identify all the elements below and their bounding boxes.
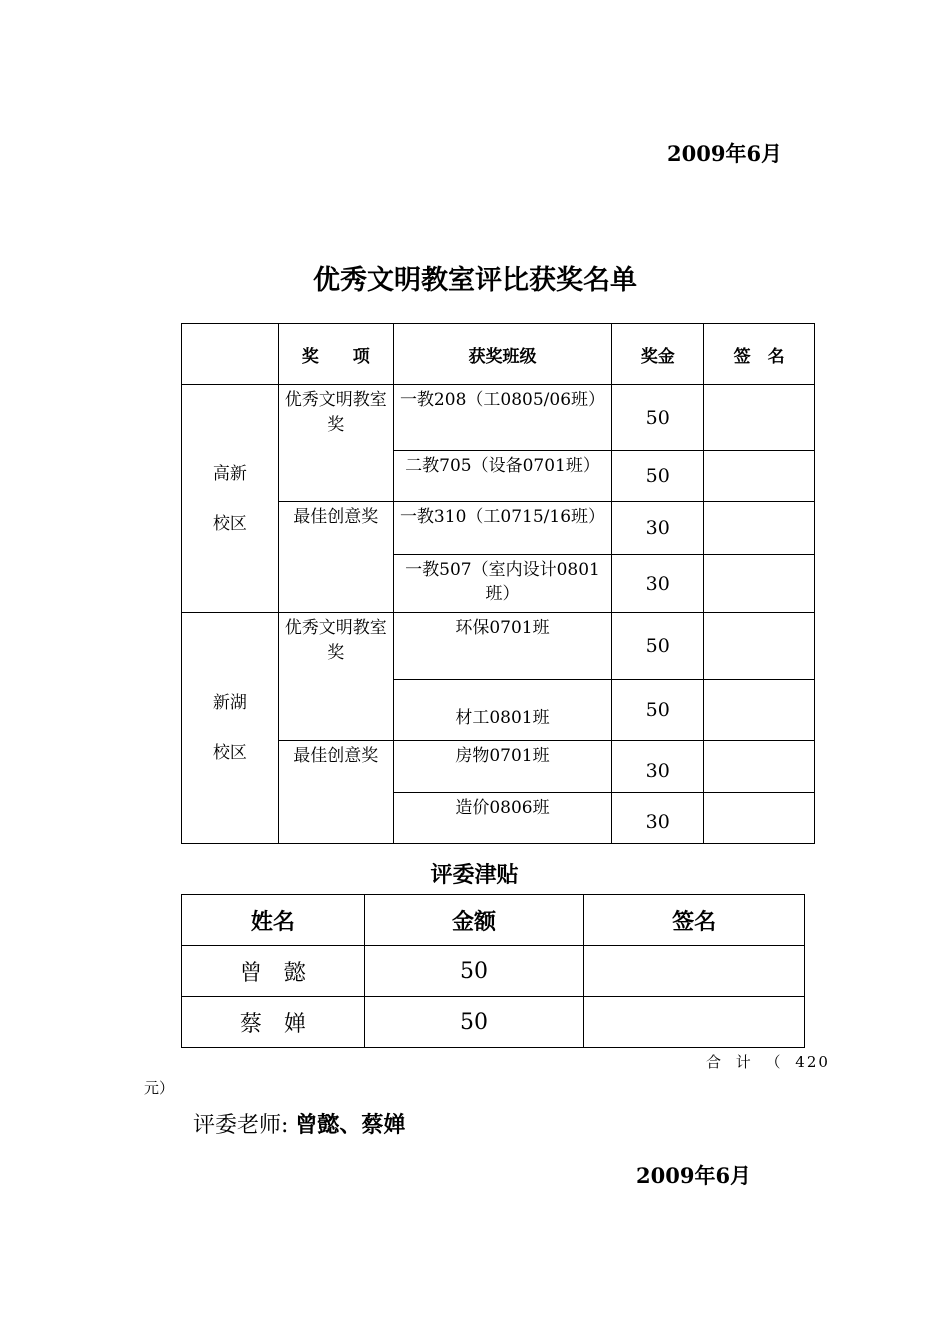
class-cell: 一教310（工0715/16班）: [393, 502, 612, 555]
sign-cell[interactable]: [584, 946, 805, 997]
date-bottom: 2009年6月: [636, 1163, 752, 1188]
class-cell: 一教208（工0805/06班）: [393, 385, 612, 451]
teacher-label: 评委老师:: [193, 1113, 289, 1138]
amount-cell: 30: [612, 502, 704, 555]
sign-cell[interactable]: [584, 997, 805, 1048]
award-item: 优秀文明教室奖: [278, 385, 393, 502]
sign-cell[interactable]: [704, 555, 815, 613]
judge-table: [181, 894, 805, 1048]
sign-cell[interactable]: [704, 502, 815, 555]
class-cell: 造价0806班: [393, 793, 612, 844]
judge-title: 评委津贴: [430, 862, 519, 888]
total-line-1: 合 计 （ 420: [706, 1053, 830, 1071]
header-item: 奖 项: [278, 324, 393, 385]
teacher-names: 曾懿、蔡婵: [295, 1112, 406, 1138]
total-line-2: 元）: [144, 1079, 175, 1097]
table-row: [182, 997, 805, 1048]
campus-gaoxin: [182, 385, 279, 613]
table-row: [182, 946, 805, 997]
header-amount: 奖金: [612, 324, 704, 385]
amount-cell: 50: [612, 385, 704, 451]
award-table: [181, 323, 815, 844]
sign-cell[interactable]: [704, 680, 815, 741]
amount-cell: 50: [612, 680, 704, 741]
campus-label: 高新 校区: [212, 463, 247, 534]
amount-cell: 30: [612, 555, 704, 613]
date-top: 2009年6月: [667, 141, 783, 166]
header-class: 获奖班级: [393, 324, 612, 385]
amount-cell: 30: [612, 741, 704, 793]
amount-cell: 50: [612, 613, 704, 680]
sign-cell[interactable]: [704, 741, 815, 793]
judge-header-row: [182, 895, 805, 946]
teacher-line: [193, 1108, 405, 1139]
award-item: 优秀文明教室奖: [278, 613, 393, 741]
award-item: 最佳创意奖: [278, 741, 393, 844]
sign-cell[interactable]: [704, 613, 815, 680]
judge-amount: 50: [364, 946, 584, 997]
class-cell: 一教507（室内设计0801班）: [393, 555, 612, 613]
header-sign: 签 名: [704, 324, 815, 385]
campus-xinhu: [182, 613, 279, 844]
amount-cell: 50: [612, 451, 704, 502]
award-header-row: [182, 324, 815, 385]
table-row: [182, 613, 815, 680]
header-sign: 签名: [584, 895, 805, 946]
class-cell: 环保0701班: [393, 613, 612, 680]
amount-cell: 30: [612, 793, 704, 844]
class-cell: 材工0801班: [393, 680, 612, 741]
award-item: 最佳创意奖: [278, 502, 393, 613]
header-blank: [182, 324, 279, 385]
sign-cell[interactable]: [704, 793, 815, 844]
header-name: 姓名: [182, 895, 365, 946]
class-cell: 二教705（设备0701班）: [393, 451, 612, 502]
sign-cell[interactable]: [704, 451, 815, 502]
campus-label: 新湖 校区: [212, 693, 247, 763]
sign-cell[interactable]: [704, 385, 815, 451]
table-row: [182, 385, 815, 451]
class-cell: 房物0701班: [393, 741, 612, 793]
judge-amount: 50: [364, 997, 584, 1048]
page-title: 优秀文明教室评比获奖名单: [313, 265, 637, 296]
judge-name: 蔡 婵: [182, 997, 365, 1048]
header-amount: 金额: [364, 895, 584, 946]
judge-name: 曾 懿: [182, 946, 365, 997]
